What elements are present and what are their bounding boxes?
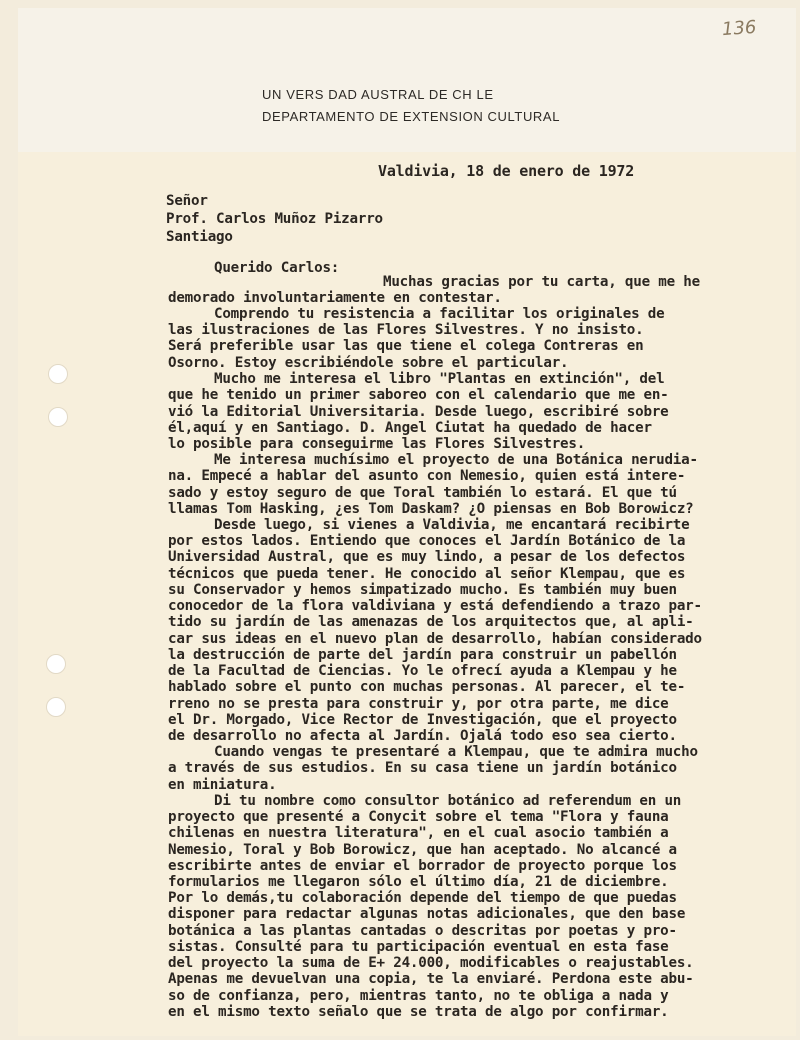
body-line: él,aquí y en Santiago. D. Angel Ciutat ha quedado de hacer (168, 420, 652, 436)
body-line: Osorno. Estoy escribiéndole sobre el particular. (168, 355, 569, 371)
letterhead (262, 84, 560, 128)
body-line: Desde luego, si vienes a Valdivia, me encantará recibirte (214, 517, 690, 533)
body-line: Di tu nombre como consultor botánico ad referendum en un (214, 793, 682, 809)
body-line: las ilustraciones de las Flores Silvestres. Y no insisto. (168, 322, 644, 338)
body-line: vió la Editorial Universitaria. Desde luego, escribiré sobre (168, 404, 669, 420)
body-line: Me interesa muchísimo el proyecto de una Botánica nerudia- (214, 452, 698, 468)
body-line: por estos lados. Entiendo que conoces el Jardín Botánico de la (168, 533, 686, 549)
body-line: car sus ideas en el nuevo plan de desarrollo, habían considerado (168, 631, 702, 647)
body-line: Cuando vengas te presentaré a Klempau, que te admira mucho (214, 744, 698, 760)
body-line: la destrucción de parte del jardín para construir un pabellón (168, 647, 677, 663)
body-line: llamas Tom Hasking, ¿es Tom Daskam? ¿O piensas en Bob Borowicz? (168, 501, 694, 517)
body-line: sistas. Consulté para tu participación eventual en esta fase (168, 939, 669, 955)
salutation: Querido Carlos: (214, 260, 340, 276)
body-line: chilenas en nuestra literatura", en el cual asocio también a (168, 825, 669, 841)
body-line: Muchas gracias por tu carta, que me he (383, 274, 700, 290)
letterhead-department: DEPARTAMENTO DE EXTENSION CULTURAL (262, 109, 561, 124)
punch-hole (48, 364, 68, 384)
punch-hole (46, 697, 66, 717)
punch-hole (48, 407, 68, 427)
recipient-city: Santiago (166, 229, 233, 245)
body-line: na. Empecé a hablar del asunto con Nemesio, quien está intere- (168, 468, 686, 484)
body-line: Universidad Austral, que es muy lindo, a pesar de los defectos (168, 549, 686, 565)
body-line: en miniatura. (168, 777, 277, 793)
body-line: conocedor de la flora valdiviana y está defendiendo a trazo par- (168, 598, 702, 614)
body-line: tido su jardín de las amenazas de los arquitectos que, al apli- (168, 614, 694, 630)
body-line: botánica a las plantas cantadas o descritas por poetas y pro- (168, 923, 677, 939)
letterhead-university: UN VERS DAD AUSTRAL DE CH LE (262, 87, 494, 102)
body-line: demorado involuntariamente en contestar. (168, 290, 502, 306)
body-line: Apenas me devuelvan una copia, te la enviaré. Perdona este abu- (168, 971, 694, 987)
body-line: Comprendo tu resistencia a facilitar los originales de (214, 306, 665, 322)
body-line: rreno no se presta para construir y, por otra parte, me dice (168, 696, 669, 712)
punch-hole (46, 654, 66, 674)
body-line: hablado sobre el punto con muchas personas. Al parecer, el te- (168, 679, 686, 695)
body-line: de la Facultad de Ciencias. Yo le ofrecí ayuda a Klempau y he (168, 663, 677, 679)
body-line: escribirte antes de enviar el borrador de proyecto porque los (168, 858, 677, 874)
letter-date: Valdivia, 18 de enero de 1972 (378, 162, 635, 180)
body-line: formularios me llegaron sólo el último día, 21 de diciembre. (168, 874, 669, 890)
body-line: que he tenido un primer saboreo con el calendario que me en- (168, 387, 669, 403)
body-line: Por lo demás,tu colaboración depende del tiempo de que puedas (168, 890, 677, 906)
body-line: Mucho me interesa el libro "Plantas en extinción", del (214, 371, 665, 387)
page-number: 136 (721, 16, 758, 41)
body-line: sado y estoy seguro de que Toral también lo estará. El que tú (168, 485, 677, 501)
body-line: técnicos que pueda tener. He conocido al señor Klempau, que es (168, 566, 686, 582)
body-line: proyecto que presenté a Conycit sobre el tema "Flora y fauna (168, 809, 669, 825)
body-line: a través de sus estudios. En su casa tiene un jardín botánico (168, 760, 677, 776)
body-line: Será preferible usar las que tiene el colega Contreras en (168, 338, 644, 354)
body-line: so de confianza, pero, mientras tanto, no te obliga a nada y (168, 988, 669, 1004)
recipient-name: Prof. Carlos Muñoz Pizarro (166, 211, 383, 227)
letterhead-band (18, 8, 796, 152)
body-line: de desarrollo no afecta al Jardín. Ojalá todo eso sea cierto. (168, 728, 677, 744)
body-line: del proyecto la suma de E+ 24.000, modificables o reajustables. (168, 955, 694, 971)
body-line: en el mismo texto señalo que se trata de algo por confirmar. (168, 1004, 669, 1020)
body-line: lo posible para conseguirme las Flores Silvestres. (168, 436, 586, 452)
body-line: Nemesio, Toral y Bob Borowicz, que han aceptado. No alcancé a (168, 842, 677, 858)
body-line: disponer para redactar algunas notas adicionales, que den base (168, 906, 686, 922)
body-line: el Dr. Morgado, Vice Rector de Investigación, que el proyecto (168, 712, 677, 728)
body-line: su Conservador y hemos simpatizado mucho. Es también muy buen (168, 582, 677, 598)
recipient-title: Señor (166, 193, 208, 209)
